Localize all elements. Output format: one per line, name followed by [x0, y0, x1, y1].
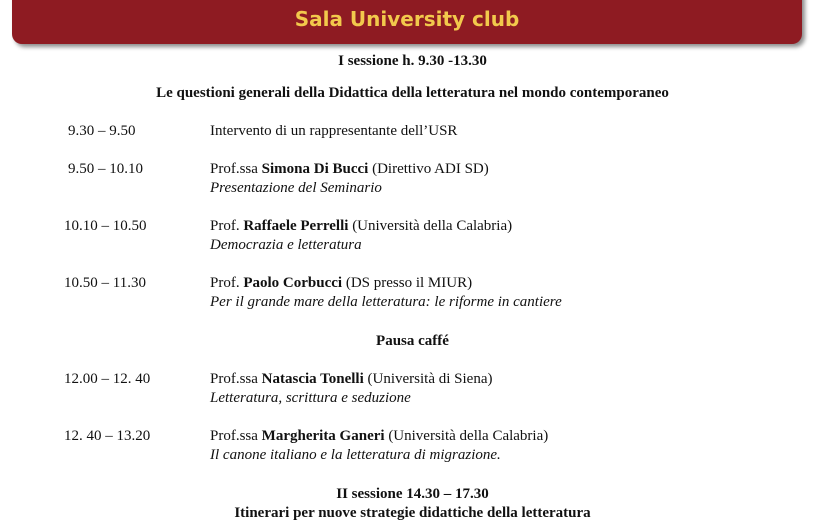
speaker-affiliation: (DS presso il MIUR) — [342, 275, 473, 291]
speaker-affiliation: (Università della Calabria) — [384, 428, 549, 444]
program-speaker-2 — [210, 160, 489, 178]
speaker-name: Natascia Tonelli — [261, 371, 364, 387]
session2-heading: II sessione 14.30 – 17.30 — [336, 486, 489, 502]
speaker-affiliation: (Università di Siena) — [363, 371, 493, 387]
speaker-name: Paolo Corbucci — [243, 275, 343, 291]
speaker-prefix: Prof.ssa — [210, 428, 262, 444]
program-time-5: 12.00 – 12. 40 — [64, 371, 151, 387]
session1-theme: Le questioni generali della Didattica della letteratura nel mondo contemporaneo — [156, 85, 669, 101]
program-title-3: Democrazia e letteratura — [210, 237, 362, 253]
speaker-prefix: Prof. — [210, 218, 244, 234]
program-title-4: Per il grande mare della letteratura: le riforme in cantiere — [210, 294, 562, 310]
program-time-1: 9.30 – 9.50 — [68, 123, 136, 139]
session1-heading: I sessione h. 9.30 -13.30 — [338, 53, 487, 69]
speaker-prefix: Prof.ssa — [210, 371, 262, 387]
break-label: Pausa caffé — [376, 333, 449, 349]
event-banner — [12, 0, 802, 44]
program-time-3: 10.10 – 10.50 — [64, 218, 147, 234]
speaker-name: Raffaele Perrelli — [243, 218, 349, 234]
program-speaker-3 — [210, 217, 512, 235]
program-title-6: Il canone italiano e la letteratura di migrazione. — [210, 447, 501, 463]
speaker-prefix: Prof.ssa — [210, 161, 262, 177]
program-speaker-6 — [210, 427, 548, 445]
speaker-name: Simona Di Bucci — [261, 161, 369, 177]
program-title-2: Presentazione del Seminario — [210, 180, 382, 196]
program-speaker-5 — [210, 370, 493, 388]
program-time-4: 10.50 – 11.30 — [64, 275, 146, 291]
banner-venue-line: Sala University club — [294, 7, 520, 31]
program-speaker-4 — [210, 274, 472, 292]
program-text-1: Intervento di un rappresentante dell’USR — [210, 123, 458, 139]
speaker-affiliation: (Direttivo ADI SD) — [368, 161, 489, 177]
speaker-affiliation: (Università della Calabria) — [348, 218, 513, 234]
program-title-5: Letteratura, scrittura e seduzione — [210, 390, 411, 406]
session2-theme: Itinerari per nuove strategie didattiche della letteratura — [234, 505, 591, 521]
program-time-6: 12. 40 – 13.20 — [64, 428, 151, 444]
program-time-2: 9.50 – 10.10 — [68, 161, 143, 177]
speaker-name: Margherita Ganeri — [261, 428, 385, 444]
speaker-prefix: Prof. — [210, 275, 244, 291]
